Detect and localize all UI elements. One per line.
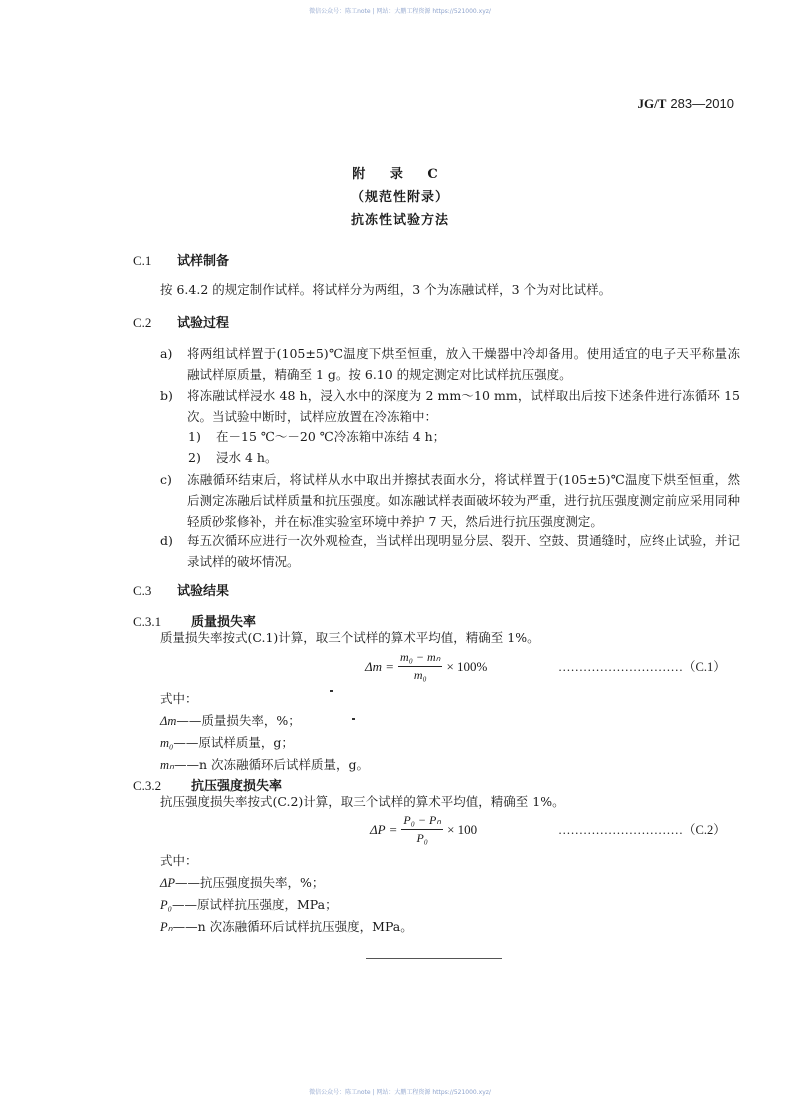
formula-c1-lhs: Δm = xyxy=(365,658,395,674)
appendix-nature: （规范性附录） xyxy=(350,190,449,205)
c31-def-3: mₙ——n 次冻融循环后试样质量，g。 xyxy=(160,757,370,772)
standard-number xyxy=(637,96,734,112)
formula-c1-fraction: $\frac{\text{m₀ − mₙ}}{\text{m₀}}$ xyxy=(400,650,441,682)
c32-where: 式中： xyxy=(160,853,198,868)
c1-text: 按 6.4.2 的规定制作试样。将试样分为两组，3 个为冻融试样，3 个为对比试样。 xyxy=(160,282,612,297)
scan-speck xyxy=(330,690,333,692)
formula-c1 xyxy=(365,650,487,683)
standard-code: 283—2010 xyxy=(670,96,734,111)
sub-item-2: 2) 浸水 4 h。 xyxy=(188,450,278,465)
section-heading-c32: C.3.2 抗压强度损失率 xyxy=(133,778,283,794)
list-item-c: c) 冻融循环结束后，将试样从水中取出并擦拭表面水分，将试样置于(105±5)℃温度下烘至恒重，然后测定冻融后试样质量和抗压强度。如冻融试样表面破坏较为严重，进行抗压强度测定前应采用同种轻质砂浆修补，并在标准实验室环境中养护 7 天，然后进行抗压强度测定。 xyxy=(160,472,740,529)
watermark-top: 微信公众号：陈工note | 网站：大鹏工程资源 https://521000.xyz/ xyxy=(309,8,491,15)
c32-text: 抗压强度损失率按式(C.2)计算，取三个试样的算术平均值，精确至 1%。 xyxy=(160,794,565,809)
appendix-name: 抗冻性试验方法 xyxy=(350,213,449,228)
c31-text: 质量损失率按式(C.1)计算，取三个试样的算术平均值，精确至 1%。 xyxy=(160,630,540,645)
formula-c1-rhs: × 100% xyxy=(446,658,488,674)
c32-def-3: Pₙ——n 次冻融循环后试样抗压强度，MPa。 xyxy=(160,919,413,934)
c31-def-2: m₀——原试样质量，g； xyxy=(160,735,294,750)
scan-speck xyxy=(352,718,355,720)
equation-number-c2: …………………………（C.2） xyxy=(558,823,726,837)
c31-where: 式中： xyxy=(160,691,198,706)
c32-def-1: ΔP——抗压强度损失率，%； xyxy=(160,875,325,890)
list-item-d: d) 每五次循环应进行一次外观检查，当试样出现明显分层、裂开、空鼓、贯通缝时，应终止试验，并记录试样的破坏情况。 xyxy=(160,533,740,569)
section-heading-c2: C.2 试验过程 xyxy=(133,315,230,331)
equation-number-c1: …………………………（C.1） xyxy=(558,660,726,674)
list-item-b: b) 将冻融试样浸水 48 h，浸入水中的深度为 2 mm～10 mm，试样取出后按下述条件进行冻循环 15 次。当试验中断时，试样应放置在冷冻箱中： xyxy=(160,388,740,424)
appendix-label: 附 录 C xyxy=(352,167,448,182)
c32-def-2: P₀——原试样抗压强度，MPa； xyxy=(160,897,338,912)
formula-c2-fraction: $\frac{\text{P₀ − Pₙ}}{\text{P₀}}$ xyxy=(403,813,442,845)
formula-c2 xyxy=(370,813,477,846)
formula-c2-lhs: ΔP = xyxy=(370,821,398,837)
section-heading-c1: C.1 试样制备 xyxy=(133,253,230,269)
sub-item-1: 1) 在－15 ℃～－20 ℃冷冻箱中冻结 4 h； xyxy=(188,429,446,444)
standard-prefix: JG/T xyxy=(637,96,667,111)
watermark-bottom: 微信公众号：陈工note | 网站：大鹏工程资源 https://521000.xyz/ xyxy=(309,1089,491,1096)
end-rule xyxy=(366,958,502,959)
list-item-a: a) 将两组试样置于(105±5)℃温度下烘至恒重，放入干燥器中冷却备用。使用适宜的电子天平称量冻融试样原质量，精确至 1 g。按 6.10 的规定测定对比试样抗压强度。 xyxy=(160,346,740,382)
section-heading-c3: C.3 试验结果 xyxy=(133,583,230,599)
appendix-title xyxy=(0,163,800,232)
c31-def-1: Δm——质量损失率，%； xyxy=(160,713,301,728)
section-heading-c31: C.3.1 质量损失率 xyxy=(133,614,257,630)
formula-c2-rhs: × 100 xyxy=(447,821,478,837)
